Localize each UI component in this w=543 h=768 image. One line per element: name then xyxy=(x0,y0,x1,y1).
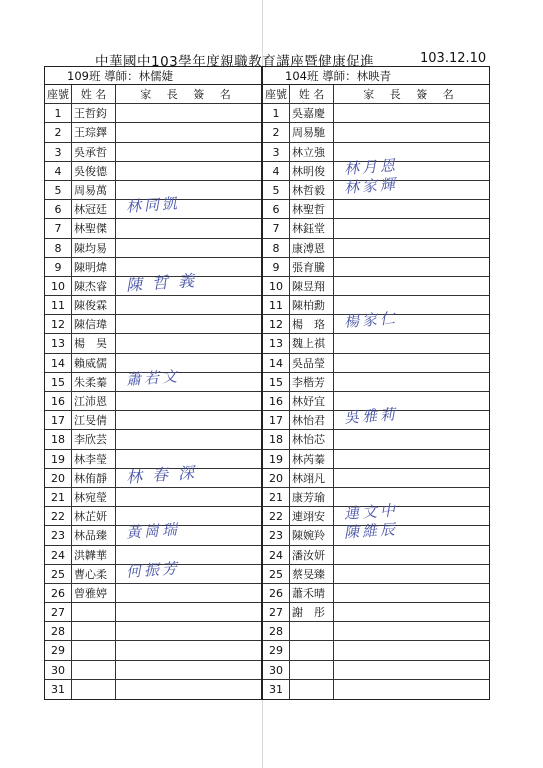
seat-number: 27 xyxy=(263,603,290,621)
signature-cell xyxy=(334,641,489,659)
student-name: 張育騰 xyxy=(290,258,334,276)
signature-cell xyxy=(116,661,261,679)
seat-number: 3 xyxy=(45,143,72,161)
table-row xyxy=(263,309,489,334)
table-row xyxy=(263,123,489,142)
table-row xyxy=(45,622,261,641)
signature-cell xyxy=(334,680,489,699)
signature-cell xyxy=(116,680,261,699)
signature-cell xyxy=(334,373,489,391)
event-date: 103.12.10 xyxy=(420,51,487,66)
seat-number: 12 xyxy=(263,315,290,333)
table-row xyxy=(263,219,489,238)
student-name: 王琮鐸 xyxy=(72,123,116,141)
signature-cell xyxy=(334,661,489,679)
signature-cell xyxy=(334,175,489,199)
seat-number: 26 xyxy=(263,584,290,602)
student-name: 李欣芸 xyxy=(72,430,116,448)
seat-number: 22 xyxy=(263,507,290,525)
parent-signature: 楊家仁 xyxy=(343,309,399,332)
student-name: 林李瑩 xyxy=(72,450,116,468)
student-name: 魏上祺 xyxy=(290,334,334,352)
table-row xyxy=(45,162,261,181)
parent-signature: 陳哲義 xyxy=(125,270,205,295)
seat-number: 19 xyxy=(263,450,290,468)
signature-cell xyxy=(116,584,261,602)
header-row xyxy=(45,85,261,104)
student-name: 林宛瑩 xyxy=(72,488,116,506)
signature-cell xyxy=(334,565,489,583)
table-row xyxy=(263,354,489,373)
seat-number: 2 xyxy=(263,123,290,141)
table-row xyxy=(45,661,261,680)
seat-number: 7 xyxy=(263,219,290,237)
student-name: 林明俊 xyxy=(290,162,334,180)
seat-number: 20 xyxy=(263,469,290,487)
student-name: 林芮蓁 xyxy=(290,450,334,468)
class-info: 109班 導師：林儒婕 xyxy=(45,67,261,85)
student-name: 賴威儒 xyxy=(72,354,116,372)
table-row xyxy=(45,194,261,219)
student-name: 陳昱翔 xyxy=(290,277,334,295)
signature-cell xyxy=(116,366,261,391)
signature-cell xyxy=(116,334,261,352)
table-row xyxy=(263,584,489,603)
class-info: 104班 導師：林映青 xyxy=(263,67,489,85)
table-row xyxy=(263,334,489,353)
seat-number: 23 xyxy=(45,526,72,544)
table-row xyxy=(263,258,489,277)
student-name: 蔡旻臻 xyxy=(290,565,334,583)
student-name: 康芳瑜 xyxy=(290,488,334,506)
student-name: 連翊安 xyxy=(290,507,334,525)
student-name xyxy=(290,622,334,640)
seat-number: 24 xyxy=(45,546,72,564)
student-name xyxy=(72,641,116,659)
student-name: 林翊凡 xyxy=(290,469,334,487)
seat-number: 13 xyxy=(45,334,72,352)
seat-number: 20 xyxy=(45,469,72,487)
seat-number: 1 xyxy=(263,104,290,122)
table-row xyxy=(263,469,489,488)
seat-number: 22 xyxy=(45,507,72,525)
student-name xyxy=(290,680,334,699)
student-name xyxy=(290,641,334,659)
student-name: 林哲毅 xyxy=(290,181,334,199)
student-name: 楊 昊 xyxy=(72,334,116,352)
table-row xyxy=(263,520,489,545)
table-row xyxy=(45,315,261,334)
parent-signature: 林同凱 xyxy=(125,194,181,216)
seat-number: 14 xyxy=(45,354,72,372)
seat-number: 5 xyxy=(45,181,72,199)
student-name: 吳嘉慶 xyxy=(290,104,334,122)
table-row xyxy=(45,123,261,142)
signature-header: 家 長 簽 名 xyxy=(363,88,460,101)
signature-cell xyxy=(116,194,261,218)
seat-number: 9 xyxy=(263,258,290,276)
seat-number: 14 xyxy=(263,354,290,372)
student-name: 蕭禾晴 xyxy=(290,584,334,602)
table-row xyxy=(45,239,261,258)
signature-cell xyxy=(116,622,261,640)
parent-signature: 吳雅莉 xyxy=(343,405,399,428)
signature-cell xyxy=(334,309,489,333)
signature-cell xyxy=(334,123,489,141)
student-name: 林聖傑 xyxy=(72,219,116,237)
seat-number: 27 xyxy=(45,603,72,621)
seat-number: 18 xyxy=(263,430,290,448)
student-name: 曾雅婷 xyxy=(72,584,116,602)
parent-signature: 陳維辰 xyxy=(343,520,399,543)
table-row xyxy=(263,430,489,449)
table-row xyxy=(263,277,489,296)
table-row xyxy=(45,584,261,603)
table-row xyxy=(45,392,261,411)
seat-number: 30 xyxy=(263,661,290,679)
sheet-class-104 xyxy=(262,66,490,700)
seat-number: 29 xyxy=(263,641,290,659)
seat-number: 5 xyxy=(263,181,290,199)
signature-cell xyxy=(116,488,261,506)
signature-cell xyxy=(116,296,261,314)
table-row xyxy=(263,661,489,680)
student-name: 林聖哲 xyxy=(290,200,334,218)
table-row xyxy=(45,366,261,392)
student-name: 陳杰睿 xyxy=(72,277,116,295)
signature-cell xyxy=(116,392,261,410)
table-row xyxy=(263,622,489,641)
student-name: 江旻倩 xyxy=(72,411,116,429)
table-row xyxy=(45,296,261,315)
table-row xyxy=(45,270,261,296)
seat-number: 25 xyxy=(263,565,290,583)
student-name: 陳明煒 xyxy=(72,258,116,276)
signature-cell xyxy=(116,462,261,487)
signature-cell xyxy=(116,558,261,583)
seat-number: 11 xyxy=(45,296,72,314)
signature-cell xyxy=(334,469,489,487)
table-row xyxy=(263,565,489,584)
student-name xyxy=(72,603,116,621)
student-name: 洪韡華 xyxy=(72,546,116,564)
table-row xyxy=(45,462,261,488)
student-name: 李楷芳 xyxy=(290,373,334,391)
seat-number: 29 xyxy=(45,641,72,659)
seat-number: 28 xyxy=(263,622,290,640)
student-name: 王哲鈞 xyxy=(72,104,116,122)
table-row xyxy=(263,405,489,430)
name-header: 姓 名 xyxy=(72,85,116,103)
table-row xyxy=(45,680,261,699)
parent-signature: 黃崗瑞 xyxy=(125,520,181,543)
page-title: 中華國中103學年度親職教育講座暨健康促進 xyxy=(95,54,375,70)
seat-number: 4 xyxy=(263,162,290,180)
signature-cell xyxy=(116,162,261,180)
signature-cell xyxy=(116,603,261,621)
student-name xyxy=(72,680,116,699)
seat-number: 13 xyxy=(263,334,290,352)
seat-number: 7 xyxy=(45,219,72,237)
signature-cell xyxy=(334,239,489,257)
seat-number: 31 xyxy=(45,680,72,699)
table-row xyxy=(45,603,261,622)
student-name: 林芷妍 xyxy=(72,507,116,525)
signature-cell xyxy=(334,200,489,218)
parent-signature: 蕭若文 xyxy=(125,366,181,389)
parent-signature: 林家輝 xyxy=(343,175,399,197)
signature-cell xyxy=(116,270,261,295)
student-name: 林冠廷 xyxy=(72,200,116,218)
signature-cell xyxy=(116,123,261,141)
name-header: 姓 名 xyxy=(290,85,334,103)
seat-number: 28 xyxy=(45,622,72,640)
student-name: 江沛恩 xyxy=(72,392,116,410)
student-name xyxy=(290,661,334,679)
signature-cell xyxy=(116,546,261,564)
signature-cell xyxy=(334,104,489,122)
table-row xyxy=(45,520,261,545)
signature-cell xyxy=(334,520,489,544)
signature-cell xyxy=(334,277,489,295)
seat-number: 10 xyxy=(263,277,290,295)
student-name: 陳信瑋 xyxy=(72,315,116,333)
student-name: 陳柏勳 xyxy=(290,296,334,314)
student-name: 林怡君 xyxy=(290,411,334,429)
table-row xyxy=(263,104,489,123)
student-name: 林妤宜 xyxy=(290,392,334,410)
signature-cell xyxy=(334,546,489,564)
signature-cell xyxy=(334,450,489,468)
seat-number: 17 xyxy=(263,411,290,429)
student-name: 林怡芯 xyxy=(290,430,334,448)
signature-header: 家 長 簽 名 xyxy=(140,88,237,101)
student-name: 陳均易 xyxy=(72,239,116,257)
seat-number: 2 xyxy=(45,123,72,141)
table-row xyxy=(263,603,489,622)
table-row xyxy=(263,239,489,258)
student-name: 朱柔蓁 xyxy=(72,373,116,391)
table-row xyxy=(45,430,261,449)
student-name: 林立強 xyxy=(290,143,334,161)
parent-signature: 林春深 xyxy=(125,462,205,487)
signature-cell xyxy=(116,430,261,448)
signature-cell xyxy=(116,104,261,122)
table-row xyxy=(263,546,489,565)
seat-number: 6 xyxy=(45,200,72,218)
seat-number: 21 xyxy=(45,488,72,506)
student-name: 吳承哲 xyxy=(72,143,116,161)
signature-cell xyxy=(116,219,261,237)
seat-number: 31 xyxy=(263,680,290,699)
signature-cell xyxy=(334,603,489,621)
signature-cell xyxy=(334,258,489,276)
table-row xyxy=(45,334,261,353)
student-name: 周易馳 xyxy=(290,123,334,141)
student-name: 康溥恩 xyxy=(290,239,334,257)
seat-number: 21 xyxy=(263,488,290,506)
signature-cell xyxy=(116,239,261,257)
student-name: 陳俊霖 xyxy=(72,296,116,314)
signature-cell xyxy=(116,143,261,161)
student-name xyxy=(72,622,116,640)
student-name: 吳俊德 xyxy=(72,162,116,180)
table-row xyxy=(263,450,489,469)
seat-number: 12 xyxy=(45,315,72,333)
seat-number: 11 xyxy=(263,296,290,314)
student-name xyxy=(72,661,116,679)
signature-cell xyxy=(116,315,261,333)
seat-number: 25 xyxy=(45,565,72,583)
table-row xyxy=(45,219,261,238)
seat-number: 15 xyxy=(263,373,290,391)
seat-number: 8 xyxy=(45,239,72,257)
signature-cell xyxy=(334,334,489,352)
seat-number: 3 xyxy=(263,143,290,161)
seat-number: 30 xyxy=(45,661,72,679)
seat-number: 9 xyxy=(45,258,72,276)
table-row xyxy=(45,143,261,162)
seat-header: 座號 xyxy=(45,85,72,103)
signature-cell xyxy=(334,219,489,237)
table-row xyxy=(263,175,489,200)
signature-cell xyxy=(116,411,261,429)
signature-cell xyxy=(334,405,489,429)
student-name: 林侑靜 xyxy=(72,469,116,487)
table-row xyxy=(263,680,489,699)
seat-number: 17 xyxy=(45,411,72,429)
parent-signature: 林月恩 xyxy=(343,155,399,178)
seat-number: 4 xyxy=(45,162,72,180)
seat-number: 23 xyxy=(263,526,290,544)
seat-number: 19 xyxy=(45,450,72,468)
student-name: 陳婉羚 xyxy=(290,526,334,544)
seat-number: 1 xyxy=(45,104,72,122)
seat-number: 16 xyxy=(263,392,290,410)
seat-number: 26 xyxy=(45,584,72,602)
seat-number: 6 xyxy=(263,200,290,218)
parent-signature: 連文中 xyxy=(343,501,399,523)
table-row xyxy=(45,411,261,430)
table-row xyxy=(45,104,261,123)
student-name: 楊 珞 xyxy=(290,315,334,333)
seat-number: 18 xyxy=(45,430,72,448)
sheet-class-109 xyxy=(44,66,262,700)
seat-number: 24 xyxy=(263,546,290,564)
signature-cell xyxy=(334,622,489,640)
student-name: 吳品瑩 xyxy=(290,354,334,372)
parent-signature: 何振芳 xyxy=(125,558,181,581)
student-name: 林品臻 xyxy=(72,526,116,544)
table-row xyxy=(263,373,489,392)
student-name: 周易萬 xyxy=(72,181,116,199)
signature-cell xyxy=(334,430,489,448)
table-row xyxy=(45,641,261,660)
signature-cell xyxy=(116,520,261,544)
table-row xyxy=(263,641,489,660)
seat-number: 10 xyxy=(45,277,72,295)
seat-number: 15 xyxy=(45,373,72,391)
signature-cell xyxy=(334,354,489,372)
table-row xyxy=(45,558,261,584)
seat-number: 8 xyxy=(263,239,290,257)
student-name: 潘汝妍 xyxy=(290,546,334,564)
student-name: 曹心柔 xyxy=(72,565,116,583)
seat-number: 16 xyxy=(45,392,72,410)
table-row xyxy=(45,488,261,507)
signature-cell xyxy=(116,641,261,659)
student-name: 謝 彤 xyxy=(290,603,334,621)
seat-header: 座號 xyxy=(263,85,290,103)
header-row xyxy=(263,85,489,104)
table-row xyxy=(263,200,489,219)
signature-cell xyxy=(334,584,489,602)
student-name: 林鈺堂 xyxy=(290,219,334,237)
